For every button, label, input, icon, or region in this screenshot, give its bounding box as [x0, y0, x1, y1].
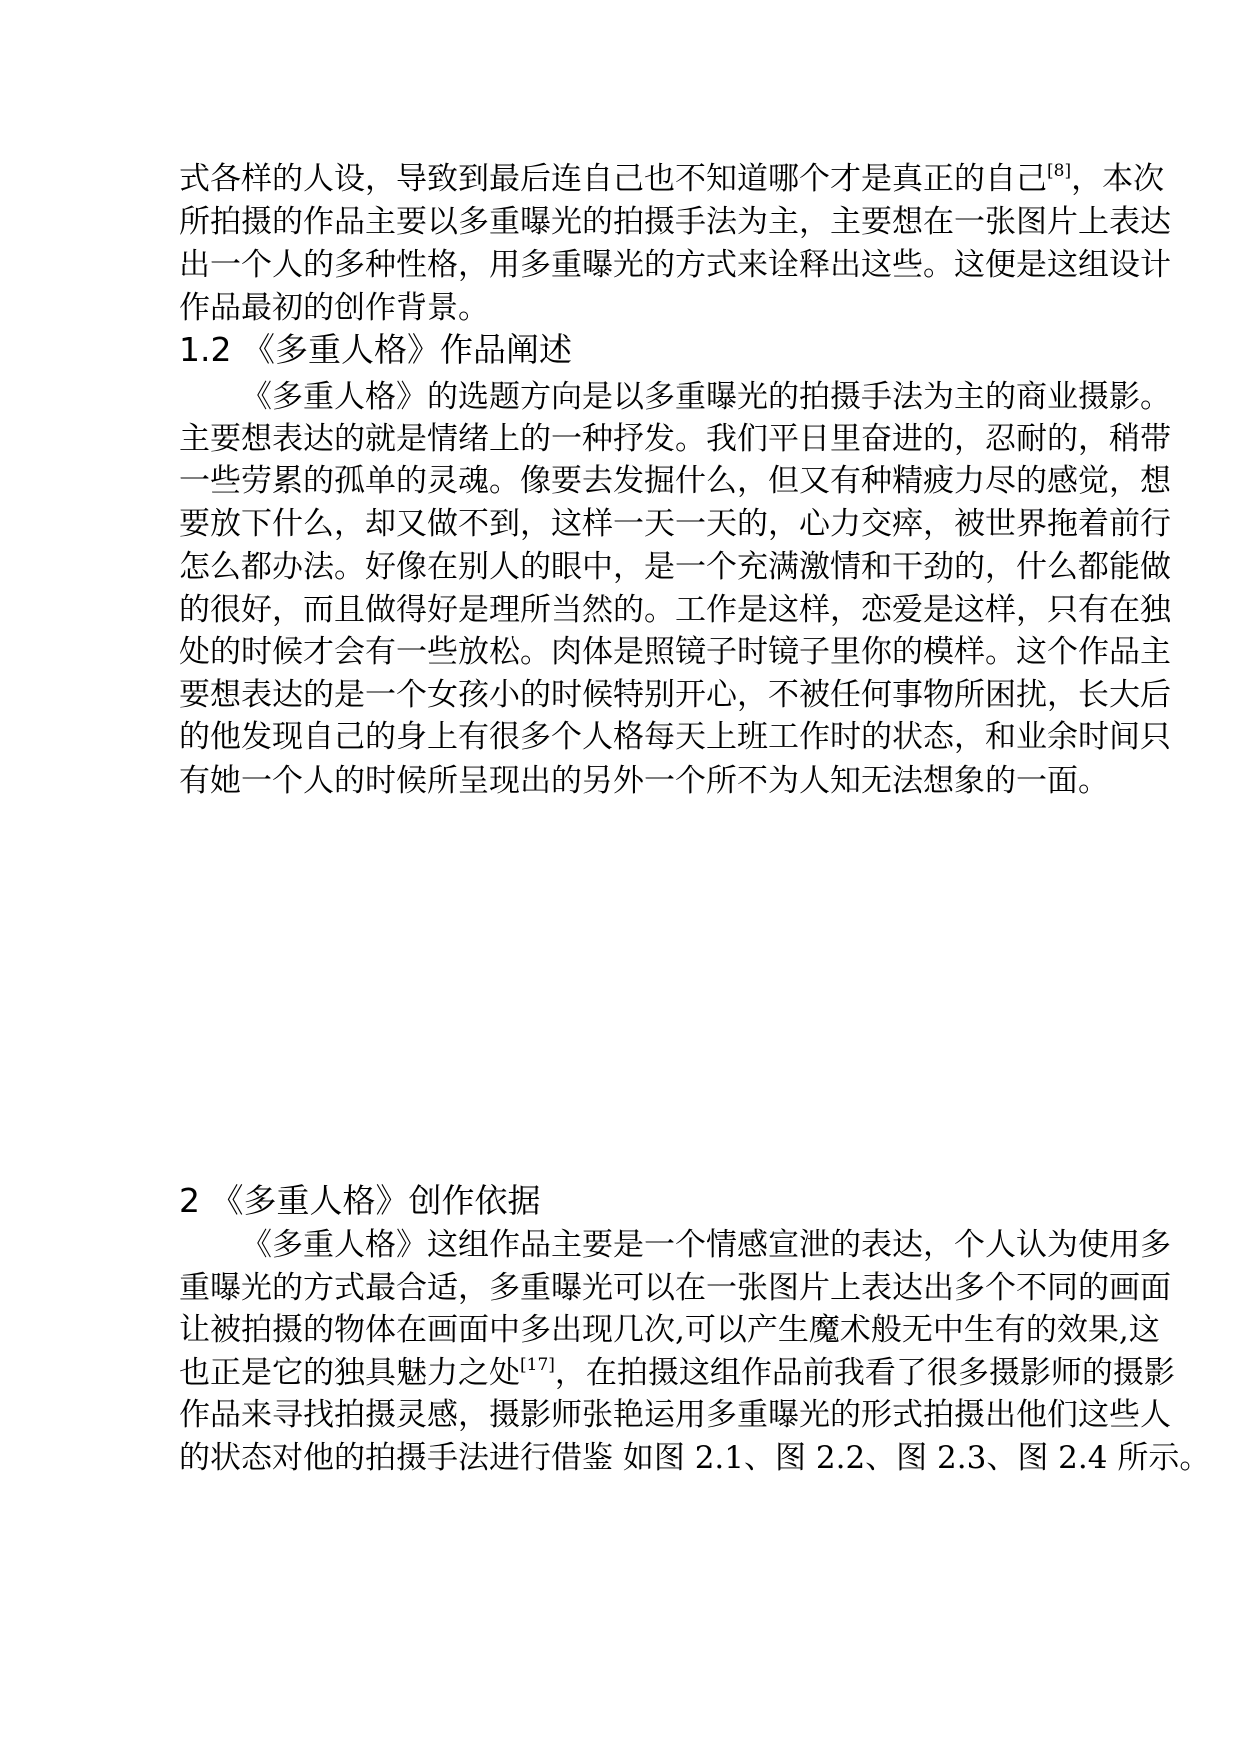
paragraph-line: 有她一个人的时候所呈现出的另外一个所不为人知无法想象的一面。 [179, 763, 1109, 799]
paragraph-line [179, 1352, 1175, 1394]
paragraph-line: 《多重人格》的选题方向是以多重曝光的拍摄手法为主的商业摄影。 [241, 379, 1171, 415]
paragraph-line: 一些劳累的孤单的灵魂。像要去发掘什么，但又有种精疲力尽的感觉，想 [179, 463, 1171, 499]
paragraph-line: 《多重人格》这组作品主要是一个情感宣泄的表达，个人认为使用多 [241, 1227, 1171, 1263]
paragraph-line: 作品来寻找拍摄灵感，摄影师张艳运用多重曝光的形式拍摄出他们这些人 [179, 1397, 1171, 1433]
paragraph-line: 处的时候才会有一些放松。肉体是照镜子时镜子里你的模样。这个作品主 [179, 634, 1171, 670]
paragraph-line: 怎么都办法。好像在别人的眼中，是一个充满激情和干劲的，什么都能做 [179, 549, 1171, 585]
paragraph-line: 的他发现自己的身上有很多个人格每天上班工作时的状态，和业余时间只 [179, 719, 1171, 755]
paragraph-line: 要想表达的是一个女孩小的时候特别开心，不被任何事物所困扰，长大后 [179, 677, 1171, 713]
paragraph-line: 主要想表达的就是情绪上的一种抒发。我们平日里奋进的，忍耐的，稍带 [179, 421, 1171, 457]
paragraph-line: 的状态对他的拍摄手法进行借鉴 如图 2.1、图 2.2、图 2.3、图 2.4 所示。 [179, 1440, 1211, 1476]
paragraph-line: 的很好，而且做得好是理所当然的。工作是这样，恋爱是这样，只有在独 [179, 592, 1171, 628]
citation[interactable]: [17] [520, 1355, 555, 1375]
text: ，本次 [1071, 161, 1165, 197]
paragraph-line: 重曝光的方式最合适，多重曝光可以在一张图片上表达出多个不同的画面 [179, 1270, 1171, 1306]
section-heading-1-2: 1.2 《多重人格》作品阐述 [179, 330, 572, 369]
paragraph-line: 所拍摄的作品主要以多重曝光的拍摄手法为主，主要想在一张图片上表达 [179, 204, 1171, 240]
paragraph-line [179, 158, 1165, 200]
text: ，在拍摄这组作品前我看了很多摄影师的摄影 [554, 1355, 1175, 1391]
citation[interactable]: [8] [1047, 161, 1072, 181]
text: 也正是它的独具魅力之处 [179, 1355, 520, 1391]
paragraph-line: 作品最初的创作背景。 [179, 290, 489, 326]
section-heading-2: 2 《多重人格》创作依据 [179, 1181, 541, 1220]
paragraph-line: 要放下什么，却又做不到，这样一天一天的，心力交瘁，被世界拖着前行 [179, 506, 1171, 542]
paragraph-line: 出一个人的多种性格，用多重曝光的方式来诠释出这些。这便是这组设计 [179, 247, 1171, 283]
text: 式各样的人设，导致到最后连自己也不知道哪个才是真正的自己 [179, 161, 1047, 197]
paragraph-line: 让被拍摄的物体在画面中多出现几次,可以产生魔术般无中生有的效果,这 [179, 1312, 1160, 1348]
